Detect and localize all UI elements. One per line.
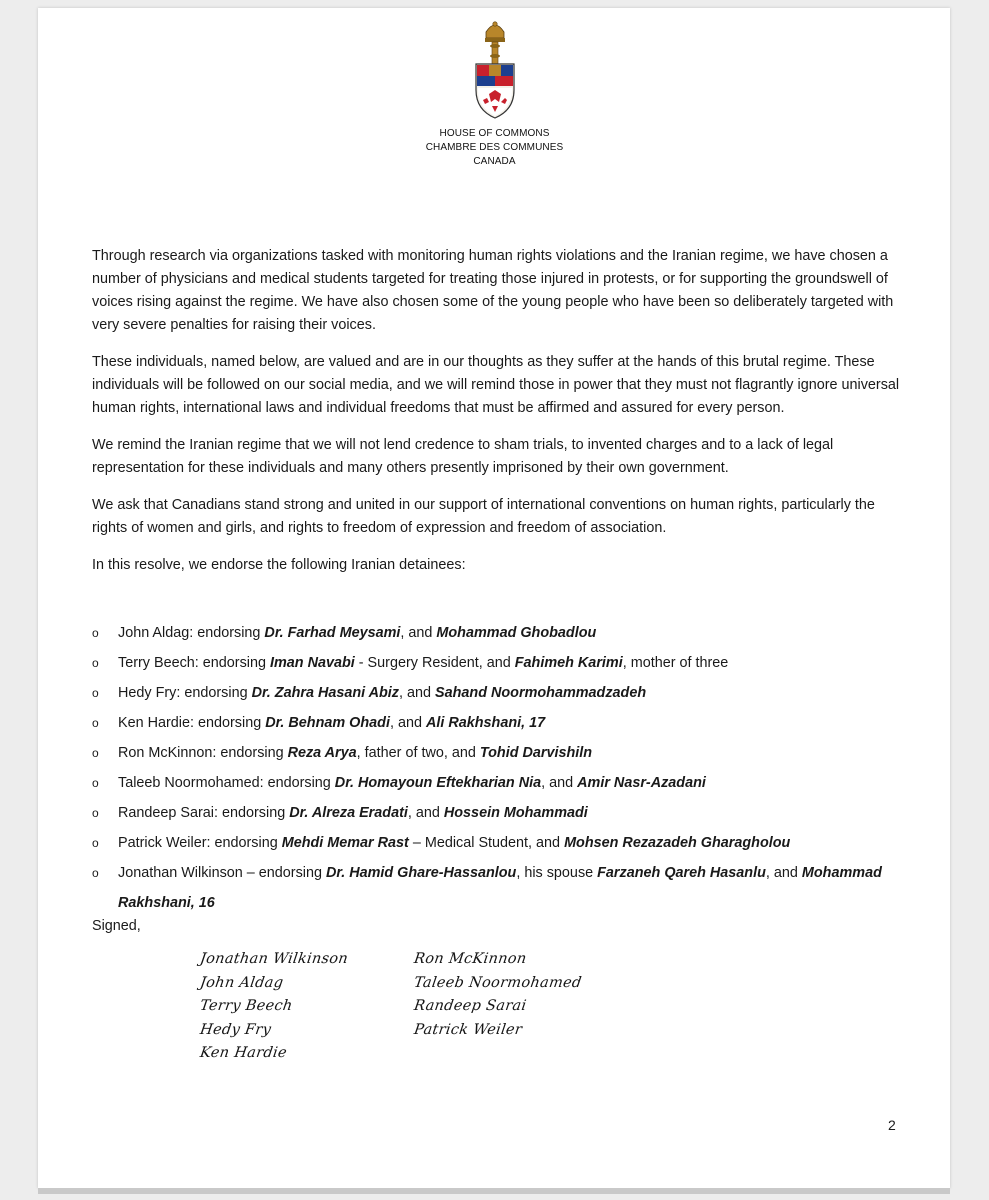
signature: Jonathan Wilkinson (198, 951, 350, 967)
letterhead-line-country: CANADA (473, 156, 516, 167)
connector-text: - Surgery Resident, and (354, 655, 515, 671)
bullet-circle-icon: o (92, 746, 99, 760)
signatures-left-column (200, 948, 348, 1066)
signatures-right-column (414, 948, 581, 1042)
signature: Patrick Weiler (412, 1021, 524, 1038)
signature: Ron McKinnon (412, 951, 528, 967)
detainee-name: Hossein Mohammadi (443, 805, 588, 821)
mp-name: Taleeb Noormohamed: endorsing (118, 775, 335, 791)
bullet-circle-icon: o (92, 716, 99, 730)
connector-text: , and (389, 715, 426, 731)
endorsement-item (92, 798, 912, 828)
mp-name: Ron McKinnon: endorsing (118, 745, 288, 761)
letterhead (0, 127, 989, 169)
mp-name: Patrick Weiler: endorsing (118, 835, 282, 851)
mp-name: John Aldag: endorsing (118, 625, 265, 641)
detainee-name: Farzaneh Qareh Hasanlu (597, 865, 766, 881)
detainee-name: Reza Arya (287, 745, 357, 761)
paragraph-remind-regime: We remind the Iranian regime that we will not lend credence to sham trials, to invented charges and to a lack of legal representation for these individuals and many others presently imprisoned by their own government. (92, 437, 834, 476)
bullet-circle-icon: o (92, 806, 99, 820)
page-number: 2 (888, 1117, 896, 1133)
detainee-name: Ali Rakhshani, 17 (425, 715, 546, 731)
connector-text: , and (400, 625, 437, 641)
connector-text: , and (765, 865, 802, 881)
detainee-name: Fahimeh Karimi (514, 655, 623, 671)
paragraph-canadians: We ask that Canadians stand strong and united in our support of international conventions on human rights, particularly the rights of women and girls, and rights to freedom of expression and freedom of association. (92, 497, 875, 536)
letterhead-line-english: HOUSE OF COMMONS (439, 128, 550, 139)
signature: Terry Beech (198, 998, 294, 1014)
mp-name: Terry Beech: endorsing (118, 655, 270, 671)
bullet-circle-icon: o (92, 656, 99, 670)
detainee-name: Dr. Alreza Eradati (289, 805, 408, 821)
mp-name: Randeep Sarai: endorsing (118, 805, 290, 821)
endorsement-list (92, 618, 912, 918)
signature: Taleeb Noormohamed (412, 974, 583, 991)
connector-text: , and (541, 775, 578, 791)
detainee-name: Mohammad Ghobadlou (436, 625, 597, 641)
detainee-name: Dr. Zahra Hasani Abiz (251, 685, 399, 701)
letterhead-line-french: CHAMBRE DES COMMUNES (425, 142, 564, 153)
page-edge (38, 1188, 950, 1194)
detainee-name: Iman Navabi (269, 655, 355, 671)
letter-body (92, 245, 912, 591)
endorsement-item (92, 648, 912, 678)
detainee-name: Dr. Homayoun Eftekharian Nia (334, 775, 542, 791)
endorsement-item (92, 618, 912, 648)
signature: Randeep Sarai (412, 998, 528, 1014)
signature: John Aldag (198, 974, 285, 991)
bullet-circle-icon: o (92, 626, 99, 640)
connector-text: , and (407, 805, 444, 821)
endorsement-item (92, 738, 912, 768)
connector-text: , his spouse (516, 865, 598, 881)
paragraph-resolve: In this resolve, we endorse the following Iranian detainees: (92, 557, 466, 573)
mp-name: Jonathan Wilkinson – endorsing (118, 865, 326, 881)
signed-label: Signed, (92, 918, 141, 934)
paragraph-individuals: These individuals, named below, are valued and are in our thoughts as they suffer at the hands of this brutal regime. These individuals will be followed on our social media, and we will remind those in power that they must not flagrantly ignore universal human rights, international laws and individual freedoms that must be affirmed and assured for every person. (92, 354, 900, 416)
endorsement-item (92, 678, 912, 708)
bullet-circle-icon: o (92, 836, 99, 850)
house-of-commons-crest-icon (470, 18, 520, 122)
detainee-name: Mohsen Rezazadeh Gharagholou (564, 835, 791, 851)
detainee-name: Sahand Noormohammadzadeh (435, 685, 647, 701)
tail-text: , mother of three (622, 655, 729, 671)
mp-name: Ken Hardie: endorsing (118, 715, 266, 731)
connector-text: , father of two, and (356, 745, 480, 761)
detainee-name: Tohid Darvishiln (479, 745, 593, 761)
detainee-name: Mohammad Rakhshani, 16 (118, 865, 882, 911)
bullet-circle-icon: o (92, 866, 99, 880)
detainee-name: Amir Nasr-Azadani (577, 775, 706, 791)
bullet-circle-icon: o (92, 686, 99, 700)
detainee-name: Dr. Behnam Ohadi (265, 715, 390, 731)
bullet-circle-icon: o (92, 776, 99, 790)
endorsement-item (92, 828, 912, 858)
connector-text: – Medical Student, and (408, 835, 565, 851)
paragraph-research: Through research via organizations tasked with monitoring human rights violations and the Iranian regime, we have chosen a number of physicians and medical students targeted for treating those injured in protests, or for supporting the groundswell of voices rising against the regime. We have also chosen some of the young people who have been so deliberately targeted with very severe penalties for raising their voices. (92, 248, 894, 333)
signature: Ken Hardie (198, 1045, 288, 1061)
detainee-name: Mehdi Memar Rast (281, 835, 409, 851)
detainee-name: Dr. Farhad Meysami (264, 625, 401, 641)
endorsement-item (92, 768, 912, 798)
signature: Hedy Fry (198, 1021, 273, 1038)
endorsement-item (92, 708, 912, 738)
endorsement-item (92, 858, 912, 918)
detainee-name: Dr. Hamid Ghare-Hassanlou (326, 865, 517, 881)
mp-name: Hedy Fry: endorsing (118, 685, 252, 701)
connector-text: , and (399, 685, 436, 701)
